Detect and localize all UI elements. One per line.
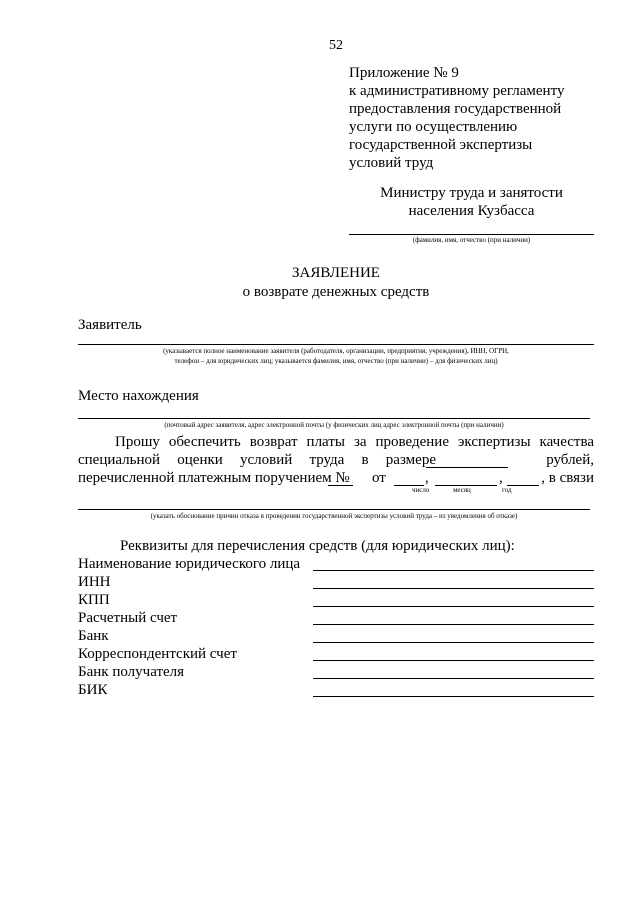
page-number: 52 xyxy=(329,38,343,53)
appendix-line: к административному регламенту xyxy=(349,83,565,99)
requisite-label: ИНН xyxy=(78,574,111,590)
applicant-hint-2: телефон – для юридических лиц; указывается фамилия, имя, отчество (при наличии) – для физических лиц) xyxy=(174,357,498,365)
requisite-label: Банк xyxy=(78,628,109,644)
requisites-title: Реквизиты для перечисления средств (для юридических лиц): xyxy=(120,538,515,554)
addressee-line: населения Кузбасса xyxy=(408,203,535,219)
location-label: Место нахождения xyxy=(78,388,199,404)
requisite-field[interactable] xyxy=(313,570,594,571)
reason-hint: (указать обоснование причин отказа в проведении государственной экспертизы условий труда – из уведомления об отказе) xyxy=(150,512,518,520)
applicant-label: Заявитель xyxy=(78,317,142,333)
reason-field[interactable] xyxy=(78,509,590,510)
applicant-hint-1: (указывается полное наименование заявителя (работодателя, организации, предприятия, учреждения), ИНН, ОГРН, xyxy=(163,347,509,355)
addressee-name-field[interactable] xyxy=(349,234,594,235)
requisite-field[interactable] xyxy=(313,606,594,607)
request-line-3-end: , в связи xyxy=(541,470,594,486)
addressee-block xyxy=(349,184,594,220)
date-year-hint: год xyxy=(502,486,512,494)
date-month-hint: месяц xyxy=(453,486,471,494)
requisite-label: Банк получателя xyxy=(78,664,185,680)
order-number-field[interactable] xyxy=(328,485,353,486)
addressee-line: Министру труда и занятости xyxy=(380,185,563,201)
requisite-field[interactable] xyxy=(313,696,594,697)
requisite-label: БИК xyxy=(78,682,108,698)
document-title: ЗАЯВЛЕНИЕ xyxy=(292,265,380,281)
location-field[interactable] xyxy=(78,418,590,419)
requisite-label: КПП xyxy=(78,592,110,608)
appendix-line: услуги по осуществлению xyxy=(349,119,518,135)
location-hint: (почтовый адрес заявителя, адрес электронной почты (у физических лиц адрес электронной почты (при наличии) xyxy=(164,421,504,429)
amount-field[interactable] xyxy=(426,467,508,468)
request-line-3-text: перечисленной платежным поручением № xyxy=(78,470,350,486)
requisite-field[interactable] xyxy=(313,660,594,661)
requisite-field[interactable] xyxy=(313,624,594,625)
date-separator: , xyxy=(425,470,429,486)
appendix-line: Приложение № 9 xyxy=(349,65,459,81)
requisite-field[interactable] xyxy=(313,642,594,643)
request-line-2-text: специальной оценки условий труда в размере xyxy=(78,452,436,468)
requisite-label: Расчетный счет xyxy=(78,610,178,626)
request-line-1: Прошу обеспечить возврат платы за проведение экспертизы качества xyxy=(115,434,594,450)
appendix-line: государственной экспертизы xyxy=(349,137,533,153)
date-day-hint: число xyxy=(412,486,430,494)
appendix-block xyxy=(349,64,564,172)
request-line-3-from: от xyxy=(372,470,386,486)
addressee-hint: (фамилия, имя, отчество (при наличии) xyxy=(412,236,531,244)
requisite-label: Корреспондентский счет xyxy=(78,646,237,662)
date-separator: , xyxy=(499,470,503,486)
requisite-field[interactable] xyxy=(313,678,594,679)
appendix-line: условий труд xyxy=(349,155,434,171)
requisite-label: Наименование юридического лица xyxy=(78,556,301,572)
applicant-field[interactable] xyxy=(78,344,594,345)
appendix-line: предоставления государственной xyxy=(349,101,562,117)
request-line-2-currency: рублей, xyxy=(546,452,594,468)
document-subtitle: о возврате денежных средств xyxy=(242,284,430,300)
requisite-field[interactable] xyxy=(313,588,594,589)
